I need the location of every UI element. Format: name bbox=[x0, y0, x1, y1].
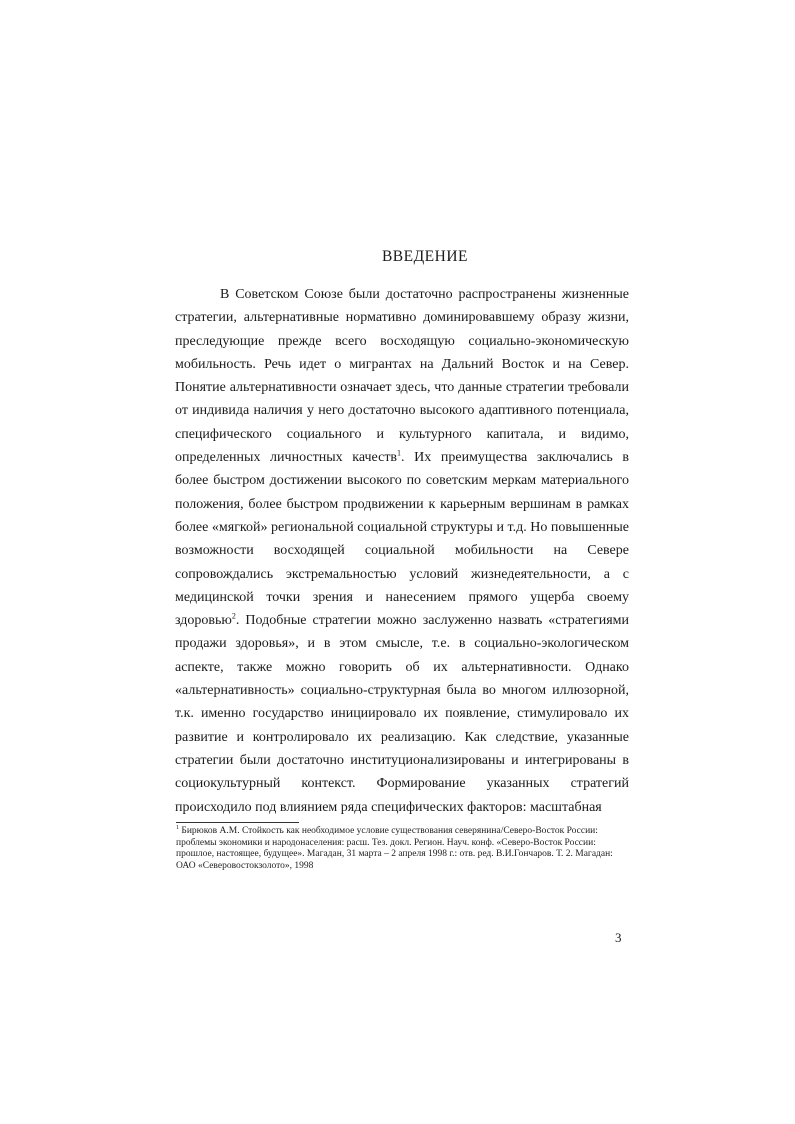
body-text bbox=[175, 283, 629, 819]
page-title: ВВЕДЕНИЕ bbox=[381, 248, 469, 265]
footnote-text: Бирюков А.М. Стойкость как необходимое условие существования северянина/Северо-Восток России: проблемы экономики и народонаселения: расш. Тез. докл. Регион. Науч. конф. «Северо-Восток России: прошлое, настоящее, будущее». Магадан, 31 марта – 2 апреля 1998 г.: отв. ред. В.И.Гончаров. Т. 2. Магадан: ОАО «Северовостокзолото», 1998 bbox=[176, 826, 613, 871]
page-number: 3 bbox=[615, 930, 622, 945]
paragraph-text-part1: В Советском Союзе были достаточно распространены жизненные стратегии, альтернативные нормативно доминировавшему образу жизни, преследующие прежде всего восходящую социально-экономическую мобильность. Речь идет о мигрантах на Дальний Восток и на Север. Понятие альтернативности означает здесь, что данные стратегии требовали от индивида наличия у него достаточно высокого адаптивного потенциала, специфического социального и культурного капитала, и видимо, определенных личностных качеств bbox=[175, 287, 629, 466]
footnote-ref-2: 2 bbox=[231, 611, 236, 621]
footnote-ref-1: 1 bbox=[397, 448, 402, 458]
paragraph-text-part3: . Подобные стратегии можно заслуженно назвать «стратегиями продажи здоровья», и в этом смысле, т.е. в социально-экологическом аспекте, также можно говорить об их альтернативности. Однако «альтернативность» социально-структурная была во многом иллюзорной, т.к. именно государство инициировало их появление, стимулировало их развитие и контролировало их реализацию. Как следствие, указанные стратегии были достаточно институционализированы и интегрированы в социокультурный контекст. Формирование указанных стратегий происходило под влиянием ряда специфических факторов: масштабная bbox=[175, 613, 629, 815]
footnote-divider bbox=[176, 822, 299, 823]
footnote-marker: 1 bbox=[176, 824, 179, 831]
footnote bbox=[176, 826, 628, 872]
paragraph bbox=[175, 283, 629, 819]
paragraph-text-part2: . Их преимущества заключались в более быстром достижении высокого по советским меркам материального положения, более быстром продвижении к карьерным вершинам в рамках более «мягкой» региональной социальной структуры и т.д. Но повышенные возможности восходящей социальной мобильности на Севере сопровождались экстремальностью условий жизнедеятельности, а с медицинской точки зрения и нанесением прямого ущерба своему здоровью bbox=[175, 450, 629, 629]
